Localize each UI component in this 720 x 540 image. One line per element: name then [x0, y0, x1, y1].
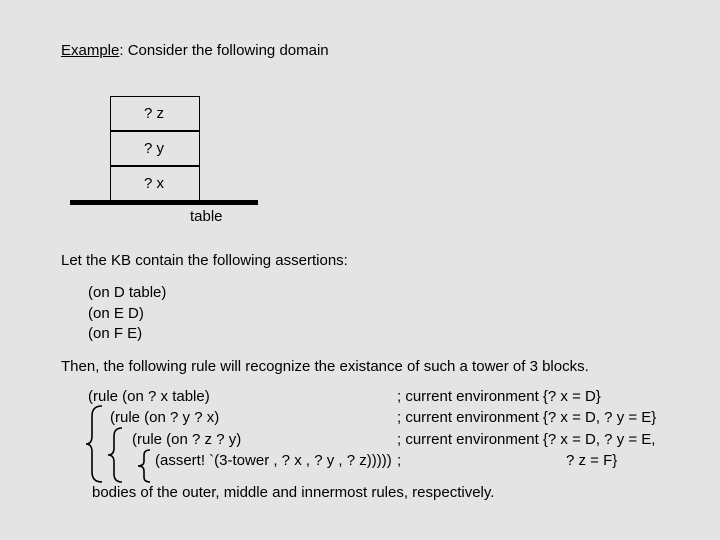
heading [61, 42, 329, 60]
comment-inner: ; current environment {? x = D, ? y = E, [397, 431, 656, 448]
table-surface [70, 200, 258, 205]
comment-continuation: ? z = F} [566, 452, 618, 469]
rule-line-middle: (rule (on ? y ? x) [110, 409, 220, 426]
comment-outer: ; current environment {? x = D} [397, 388, 601, 405]
rule-intro: Then, the following rule will recognize the existance of such a tower of 3 blocks. [61, 358, 589, 375]
block-x-label: ? x [144, 175, 165, 192]
block-y-label: ? y [144, 140, 165, 157]
comment-middle: ; current environment {? x = D, ? y = E} [397, 409, 657, 426]
block-y [110, 131, 200, 166]
heading-label: Example [61, 42, 120, 59]
comment-assert: ; [397, 452, 402, 469]
rule-line-outer: (rule (on ? x table) [88, 388, 210, 405]
block-x [110, 166, 200, 201]
outer-brace-icon [84, 404, 106, 484]
kb-intro: Let the KB contain the following assertions: [61, 252, 348, 269]
heading-rest: : Consider the following domain [119, 42, 329, 59]
block-z [110, 96, 200, 131]
rule-line-assert: (assert! `(3-tower , ? x , ? y , ? z))))) [155, 452, 392, 469]
block-z-label: ? z [144, 105, 165, 122]
caption: bodies of the outer, middle and innermost rules, respectively. [92, 484, 495, 501]
assertion-1: (on D table) [88, 284, 167, 301]
inner-brace-icon [136, 448, 154, 484]
assertion-3: (on F E) [88, 325, 143, 342]
table-label: table [190, 208, 223, 225]
assertion-2: (on E D) [88, 305, 144, 322]
middle-brace-icon [106, 426, 126, 484]
rule-line-inner: (rule (on ? z ? y) [132, 431, 242, 448]
